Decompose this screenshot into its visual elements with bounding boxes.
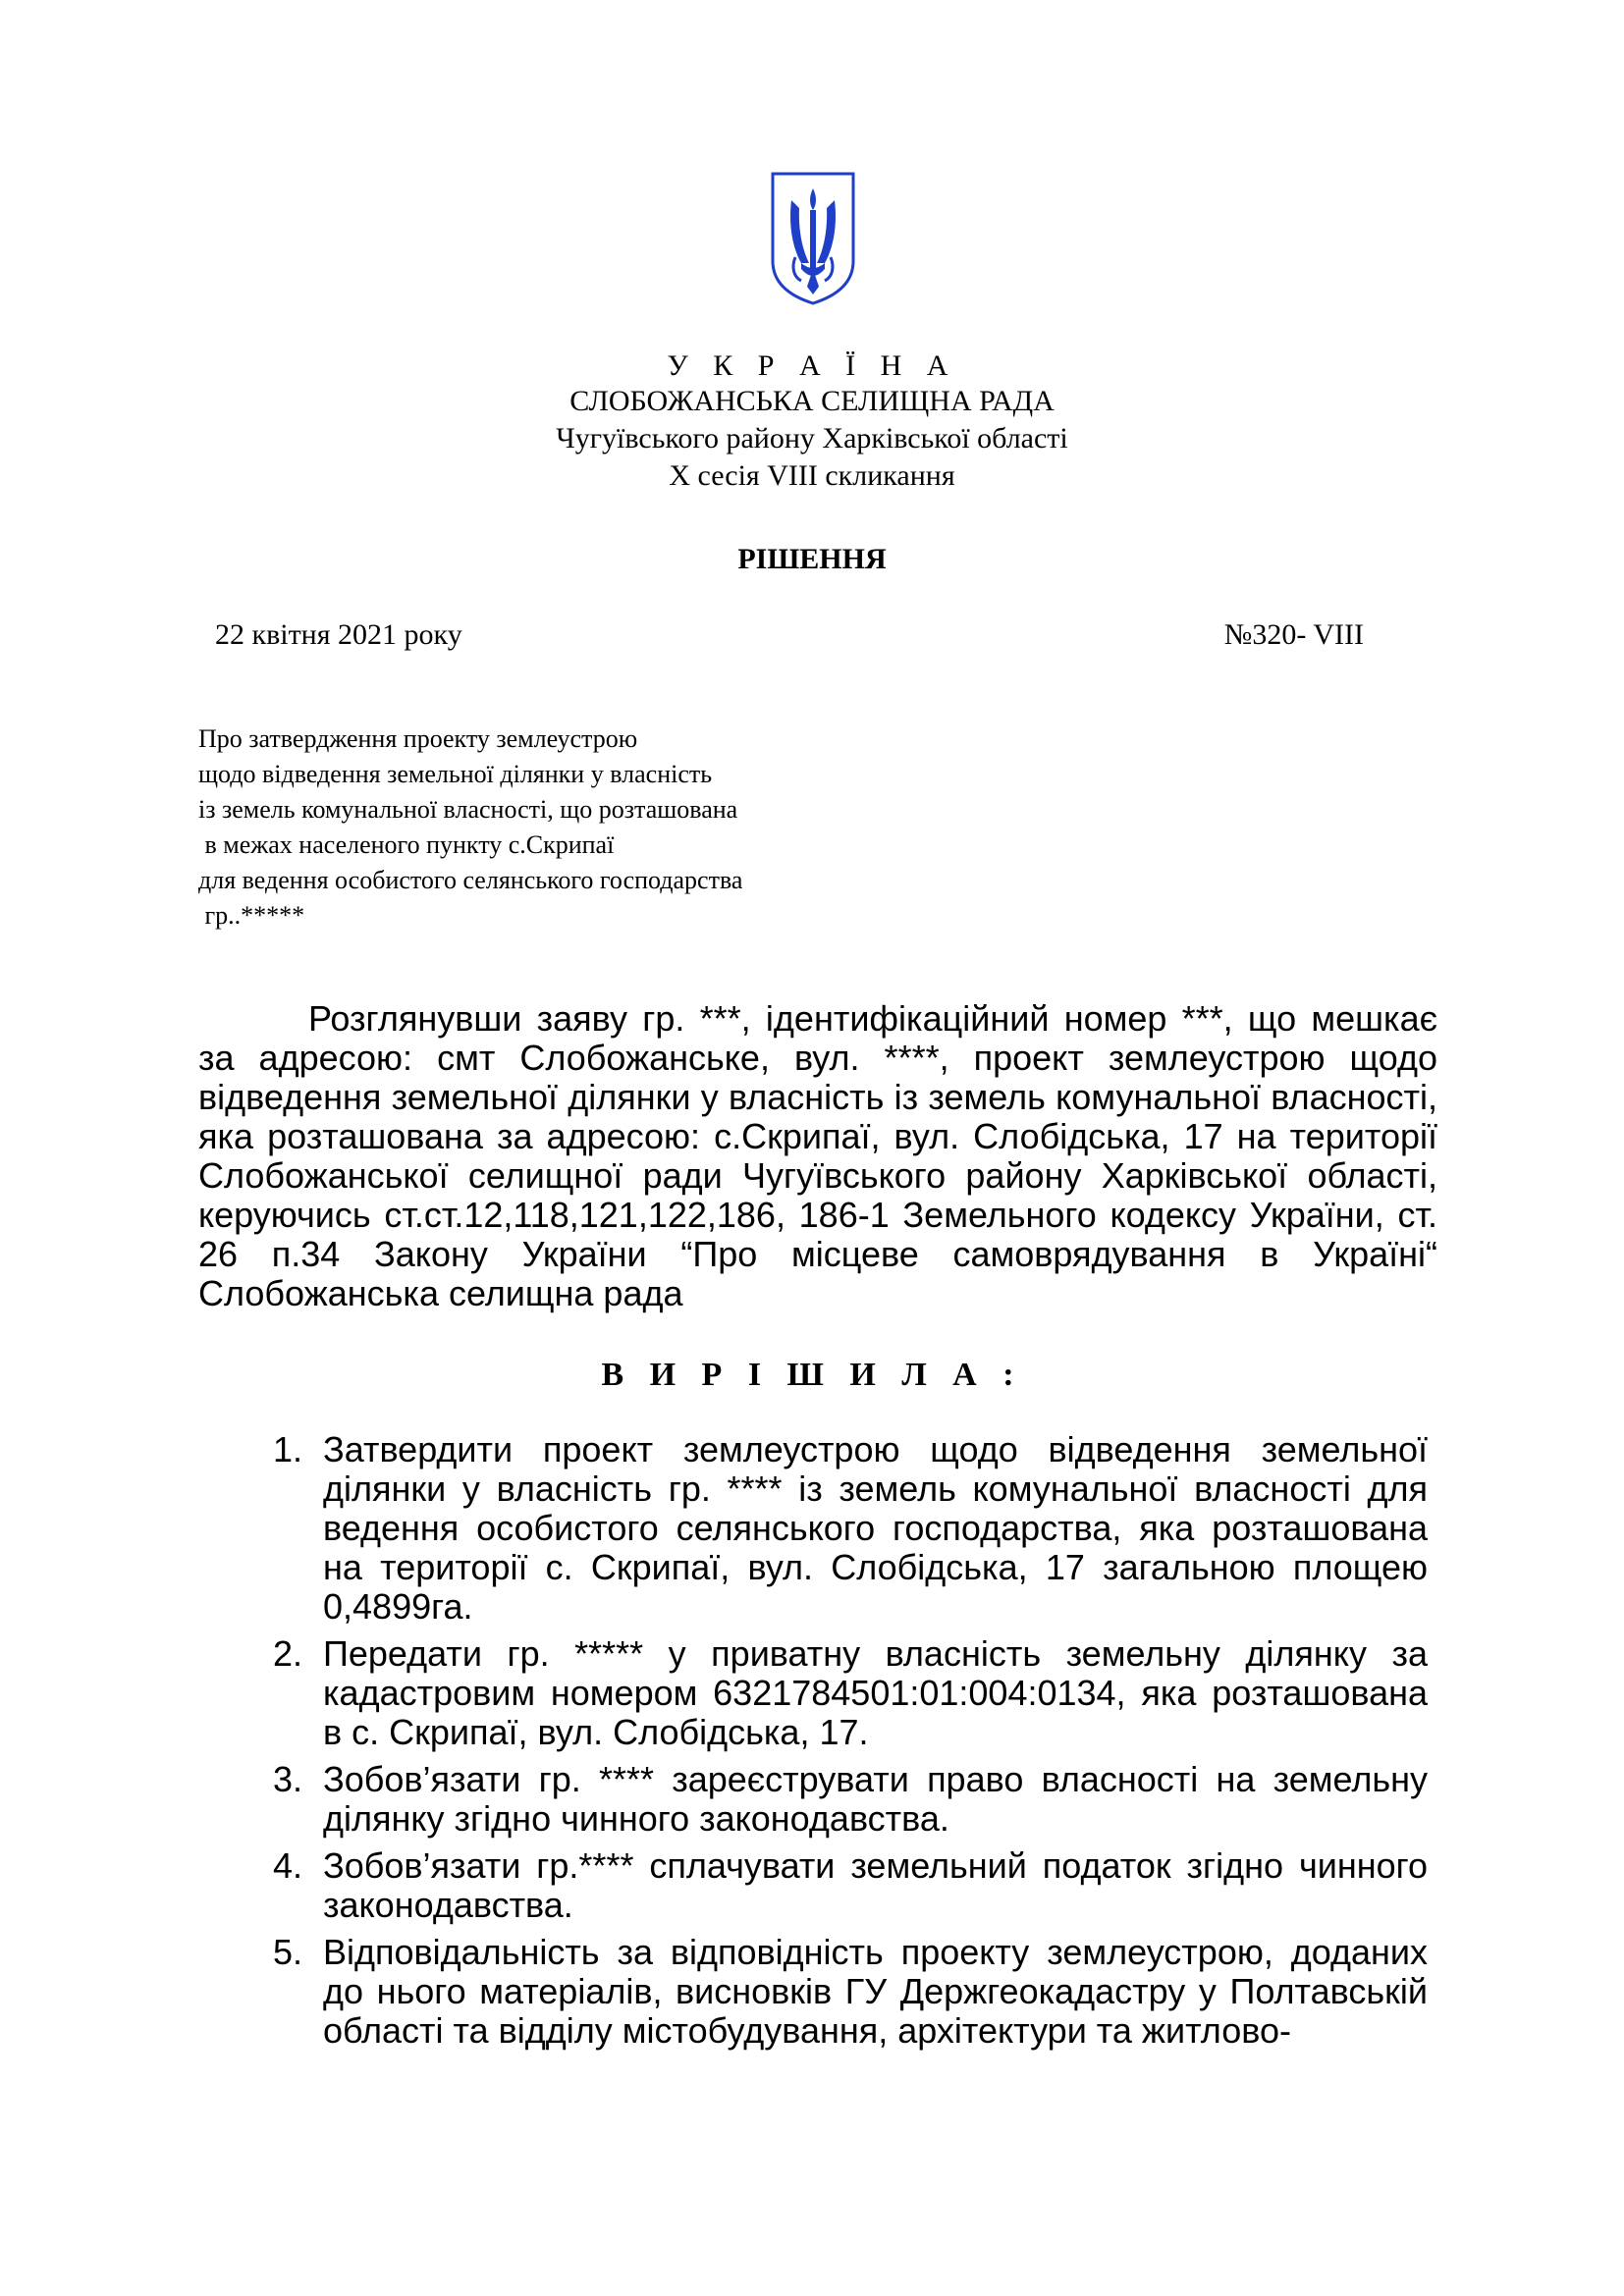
subject-line: із земель комунальної власності, що розташована <box>198 795 738 824</box>
item-number: 3. <box>273 1759 303 1799</box>
item-text: Затвердити проект землеустрою щодо відведення земельної ділянки у власність гр. **** із земель комунальної власності для ведення особистого селянського господарства, яка розташована на території с. Скрипаї, вул. Слобідська, 17 загальною площею 0,4899га. <box>323 1429 1428 1627</box>
subject-line: гр..***** <box>198 901 305 930</box>
header-country: У К Р А Ї Н А <box>667 349 957 382</box>
header-session: Х сесія VIII скликання <box>669 459 955 492</box>
subject-line: щодо відведення земельної ділянки у власність <box>198 760 713 788</box>
decision-number: №320- VIII <box>1223 618 1364 651</box>
ukraine-coat-of-arms-icon <box>770 171 856 306</box>
subject-line: в межах населеного пункту с.Скрипаї <box>198 830 615 859</box>
list-item <box>259 1430 1428 1627</box>
header-district: Чугуївського району Харківської області <box>556 422 1068 454</box>
list-item <box>259 1846 1428 1925</box>
item-text: Передати гр. ***** у приватну власність земельну ділянку за кадастровим номером 6321784501:01:004:0134, яка розташована в с. Скрипаї, вул. Слобідська, 17. <box>323 1633 1428 1752</box>
decided-heading: В И Р І Ш И Л А : <box>601 1357 1023 1393</box>
document-title: РІШЕННЯ <box>737 543 887 575</box>
decision-date: 22 квітня 2021 року <box>215 618 462 651</box>
decision-subject <box>198 721 742 934</box>
item-number: 1. <box>273 1429 303 1469</box>
list-item <box>259 1634 1428 1752</box>
header-council: СЛОБОЖАНСЬКА СЕЛИЩНА РАДА <box>569 385 1055 417</box>
subject-line: для ведення особистого селянського господарства <box>198 866 743 894</box>
item-number: 2. <box>273 1633 303 1674</box>
item-text: Відповідальність за відповідність проекту землеустрою, доданих до нього матеріалів, висновків ГУ Держгеокадастру у Полтавській області та відділу містобудування, архітектури та житлово- <box>323 1932 1428 2051</box>
item-text: Зобов’язати гр. **** зареєструвати право власності на земельну ділянку згідно чинного законодавства. <box>323 1759 1428 1839</box>
item-text: Зобов’язати гр.**** сплачувати земельний податок згідно чинного законодавства. <box>323 1845 1428 1925</box>
item-number: 5. <box>273 1932 303 1972</box>
preamble-paragraph: Розглянувши заяву гр. ***, ідентифікаційний номер ***, що мешкає за адресою: смт Слобожанське, вул. ****, проект землеустрою щодо відведення земельної ділянки у власність із земель комунальної власності, яка розташована за адресою: с.Скрипаї, вул. Слобідська, 17 на території Слобожанської селищної ради Чугуївського району Харківської області, керуючись ст.ст.12,118,121,122,186, 186-1 Земельного кодексу України, ст. 26 п.34 Закону України “Про місцеве самоврядування в Україні“ Слобожанська селищна рада <box>198 998 1437 1313</box>
decision-items-list <box>259 1430 1428 2058</box>
list-item <box>259 1760 1428 1839</box>
list-item <box>259 1933 1428 2051</box>
item-number: 4. <box>273 1845 303 1886</box>
subject-line: Про затвердження проекту землеустрою <box>198 724 638 753</box>
